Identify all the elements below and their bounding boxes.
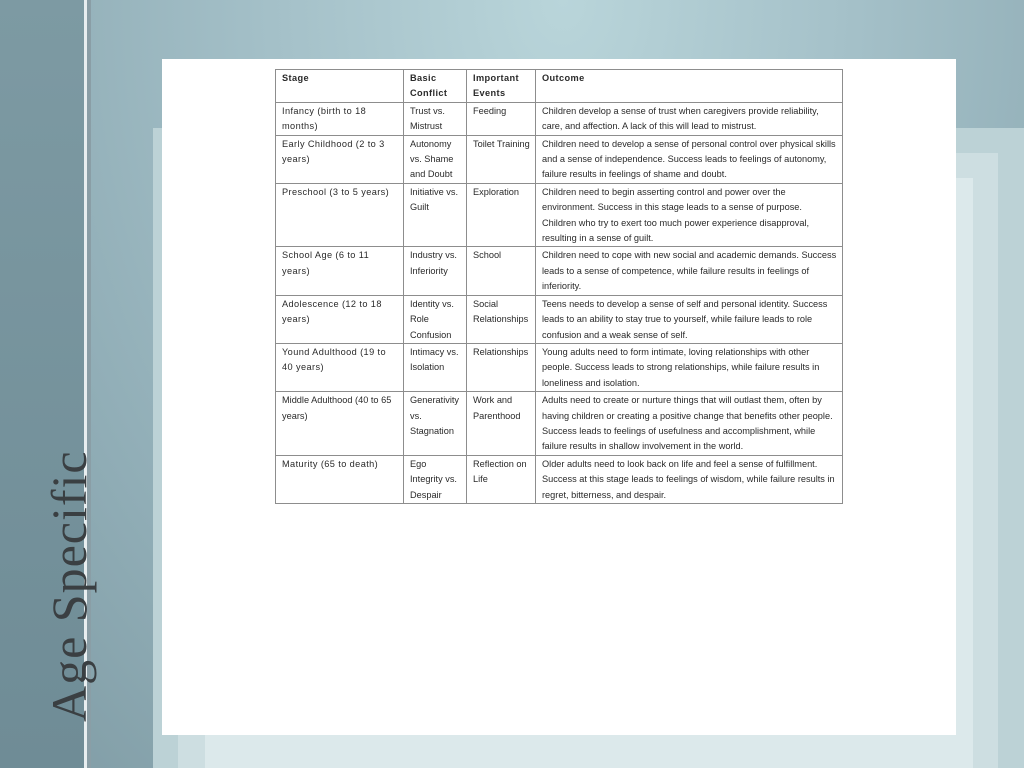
header-outcome: Outcome (536, 70, 843, 103)
stage-cell: School Age (6 to 11 years) (276, 247, 404, 295)
events-cell: Exploration (467, 183, 536, 247)
outcome-cell: Children need to develop a sense of personal control over physical skills and a sense of independence. Success leads to feelings of autonomy, failure results in feelings of shame and doubt. (536, 135, 843, 183)
table-header-row (276, 70, 843, 103)
conflict-cell: Autonomy vs. Shame and Doubt (404, 135, 467, 183)
conflict-cell: Identity vs. Role Confusion (404, 295, 467, 343)
header-events: Important Events (467, 70, 536, 103)
table-row (276, 135, 843, 183)
outcome-cell: Young adults need to form intimate, loving relationships with other people. Success leads to strong relationships, while failure results in loneliness and isolation. (536, 343, 843, 391)
stage-cell: Preschool (3 to 5 years) (276, 183, 404, 247)
header-stage: Stage (276, 70, 404, 103)
outcome-cell: Adults need to create or nurture things that will outlast them, often by having children or creating a positive change that benefits other people. Success leads to feelings of usefulness and accomplishment, while failure results in shallow involvement in the world. (536, 392, 843, 456)
conflict-cell: Ego Integrity vs. Despair (404, 455, 467, 503)
outcome-cell: Children develop a sense of trust when caregivers provide reliability, care, and affection. A lack of this will lead to mistrust. (536, 102, 843, 135)
stage-cell: Adolescence (12 to 18 years) (276, 295, 404, 343)
table-row (276, 102, 843, 135)
conflict-cell: Trust vs. Mistrust (404, 102, 467, 135)
outcome-cell: Older adults need to look back on life and feel a sense of fulfillment. Success at this stage leads to feelings of wisdom, while failure results in regret, bitterness, and despair. (536, 455, 843, 503)
stage-cell: Yound Adulthood (19 to 40 years) (276, 343, 404, 391)
events-cell: School (467, 247, 536, 295)
table-row (276, 392, 843, 456)
stage-cell: Middle Adulthood (40 to 65 years) (276, 392, 404, 456)
outcome-cell: Teens needs to develop a sense of self and personal identity. Success leads to an ability to stay true to yourself, while failure leads to role confusion and a weak sense of self. (536, 295, 843, 343)
slide-title: Age Specific (41, 450, 97, 722)
conflict-cell: Generativity vs. Stagnation (404, 392, 467, 456)
stage-cell: Maturity (65 to death) (276, 455, 404, 503)
stage-cell: Infancy (birth to 18 months) (276, 102, 404, 135)
conflict-cell: Industry vs. Inferiority (404, 247, 467, 295)
outcome-cell: Children need to cope with new social and academic demands. Success leads to a sense of competence, while failure results in feelings of inferiority. (536, 247, 843, 295)
table-row (276, 295, 843, 343)
table-row (276, 455, 843, 503)
erikson-stages-table (275, 69, 843, 504)
events-cell: Reflection on Life (467, 455, 536, 503)
events-cell: Work and Parenthood (467, 392, 536, 456)
header-conflict: Basic Conflict (404, 70, 467, 103)
events-cell: Relationships (467, 343, 536, 391)
table-row (276, 343, 843, 391)
outcome-cell: Children need to begin asserting control and power over the environment. Success in this stage leads to a sense of purpose. Children who try to exert too much power experience disapproval, resulting in a sense of guilt. (536, 183, 843, 247)
table-image (162, 59, 956, 735)
conflict-cell: Intimacy vs. Isolation (404, 343, 467, 391)
events-cell: Social Relationships (467, 295, 536, 343)
table-row (276, 183, 843, 247)
events-cell: Feeding (467, 102, 536, 135)
events-cell: Toilet Training (467, 135, 536, 183)
table-row (276, 247, 843, 295)
stage-cell: Early Childhood (2 to 3 years) (276, 135, 404, 183)
conflict-cell: Initiative vs. Guilt (404, 183, 467, 247)
